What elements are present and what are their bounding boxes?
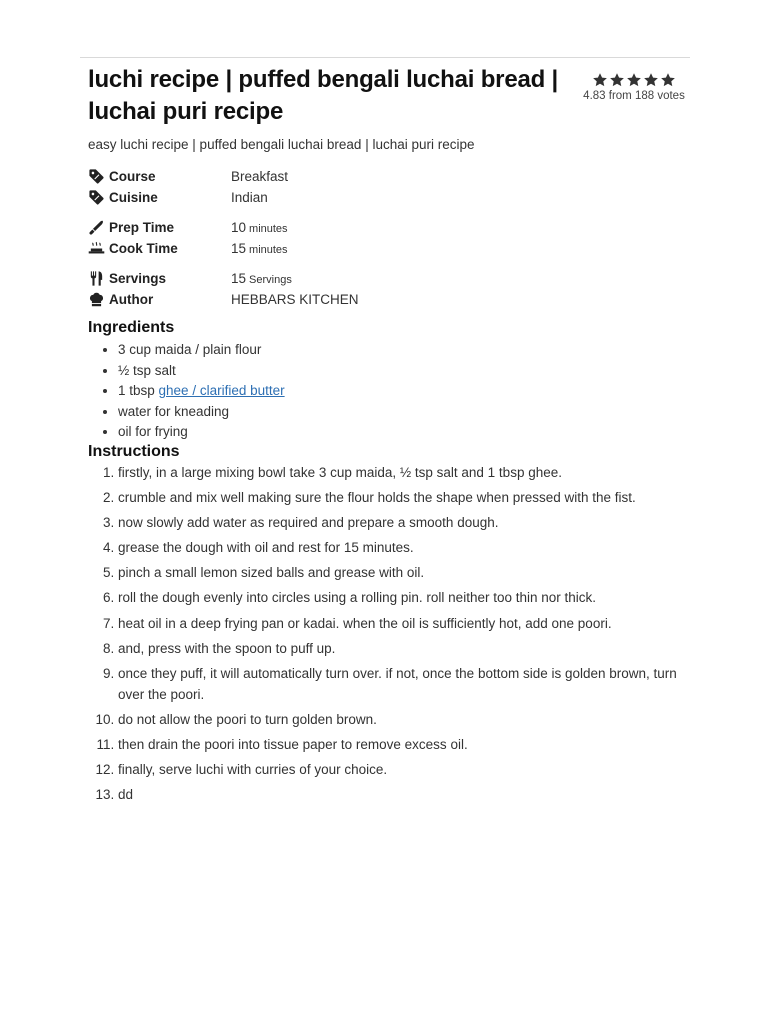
meta-group-info [88, 268, 688, 310]
meta-course-label: Course [109, 169, 156, 184]
meta-group-tags [88, 166, 688, 208]
instruction-step: 12. finally, serve luchi with curries of your choice. [118, 760, 693, 781]
rating-votes: 4.83 from 188 votes [583, 90, 685, 102]
instruction-step: 7. heat oil in a deep frying pan or kadai. when the oil is sufficiently hot, add one poori. [118, 614, 693, 635]
ingredient-item: • oil for frying [118, 422, 688, 443]
recipe-summary: easy luchi recipe | puffed bengali luchai bread | luchai puri recipe [88, 137, 475, 152]
meta-cook-time-unit: minutes [249, 244, 288, 256]
recipe-rating [582, 72, 686, 102]
meta-group-times [88, 217, 688, 259]
meta-servings-label: Servings [109, 271, 167, 286]
instruction-step: 6. roll the dough evenly into circles using a rolling pin. roll neither too thin nor thick. [118, 588, 693, 609]
meta-author [88, 289, 688, 310]
meta-cook-time [88, 238, 688, 259]
meta-prep-time-value: 10 [231, 220, 247, 235]
meta-prep-time-label: Prep Time [109, 220, 175, 235]
star-icon[interactable] [626, 72, 642, 88]
meta-cuisine [88, 187, 688, 208]
chef-hat-icon [88, 291, 105, 308]
knife-icon [88, 219, 105, 236]
instruction-step: 11. then drain the poori into tissue paper to remove excess oil. [118, 735, 693, 756]
instructions-heading: Instructions [88, 442, 180, 460]
ingredient-item [118, 381, 688, 402]
ingredients-heading: Ingredients [88, 319, 175, 336]
ingredient-amount: 1 tbsp [118, 383, 159, 398]
meta-cuisine-value: Indian [231, 190, 268, 205]
top-divider [80, 57, 690, 58]
tag-icon [88, 189, 105, 206]
meta-prep-time-unit: minutes [249, 223, 288, 235]
meta-servings-value: 15 [231, 271, 247, 286]
instruction-step: 10. do not allow the poori to turn golden brown. [118, 710, 693, 731]
recipe-meta [88, 166, 688, 310]
instruction-step: 8. and, press with the spoon to puff up. [118, 639, 693, 660]
instruction-step: 13. dd [118, 785, 693, 806]
star-icon[interactable] [660, 72, 676, 88]
meta-course [88, 166, 688, 187]
ingredient-item: • water for kneading [118, 402, 688, 423]
instruction-step: 5. pinch a small lemon sized balls and grease with oil. [118, 563, 693, 584]
recipe-title: luchi recipe | puffed bengali luchai bread | luchai puri recipe [88, 66, 559, 125]
meta-servings-unit: Servings [249, 274, 292, 286]
ingredient-ghee-link[interactable]: ghee / clarified butter [158, 383, 285, 398]
stove-icon [88, 240, 105, 257]
meta-cuisine-label: Cuisine [109, 190, 158, 205]
rating-stars[interactable] [582, 72, 686, 88]
instruction-step: 2. crumble and mix well making sure the flour holds the shape when pressed with the fist. [118, 488, 693, 509]
meta-prep-time [88, 217, 688, 238]
star-icon[interactable] [592, 72, 608, 88]
meta-servings [88, 268, 688, 289]
instruction-step: 1. firstly, in a large mixing bowl take 3 cup maida, ½ tsp salt and 1 tbsp ghee. [118, 463, 693, 484]
ingredients-list [88, 340, 688, 443]
utensils-icon [88, 270, 105, 287]
ingredient-item: • ½ tsp salt [118, 361, 688, 382]
star-icon[interactable] [609, 72, 625, 88]
meta-course-value: Breakfast [231, 169, 289, 184]
instruction-step: 9. once they puff, it will automatically turn over. if not, once the bottom side is golden brown, turn over the poori. [118, 664, 693, 705]
instruction-step: 4. grease the dough with oil and rest for 15 minutes. [118, 538, 693, 559]
meta-author-label: Author [109, 292, 154, 307]
ingredient-item: • 3 cup maida / plain flour [118, 340, 688, 361]
star-icon[interactable] [643, 72, 659, 88]
tag-icon [88, 168, 105, 185]
meta-author-value: HEBBARS KITCHEN [231, 292, 359, 307]
recipe-card [88, 64, 688, 810]
meta-cook-time-value: 15 [231, 241, 247, 256]
instructions-list [88, 463, 693, 806]
instruction-step: 3. now slowly add water as required and prepare a smooth dough. [118, 513, 693, 534]
meta-cook-time-label: Cook Time [109, 241, 178, 256]
